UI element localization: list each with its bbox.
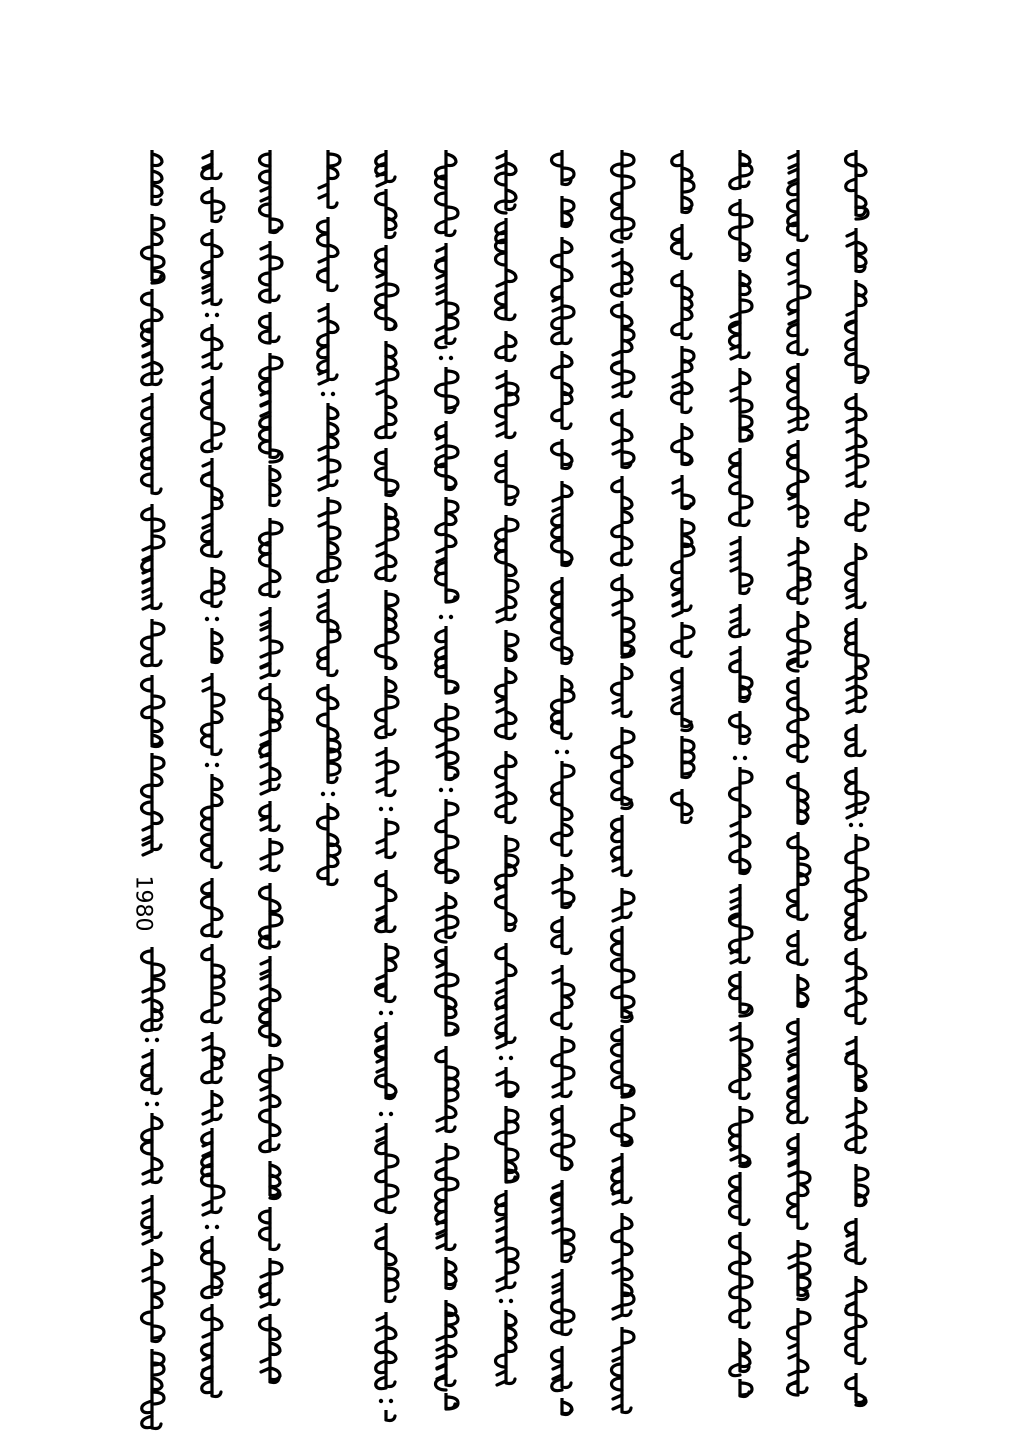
- word-stem: [384, 448, 387, 495]
- script-glyphs: [130, 150, 174, 1432]
- punctuation-mark: [145, 1102, 149, 1106]
- letter-stroke: [562, 1040, 574, 1052]
- word-stem: [854, 1276, 857, 1363]
- letter-stroke: [446, 916, 458, 928]
- text-column: [776, 150, 820, 1441]
- letter-stroke: [798, 1172, 810, 1184]
- text-column: [306, 150, 350, 1441]
- letter-stroke: [740, 416, 752, 428]
- letter-stroke: [682, 180, 694, 192]
- script-glyphs: [484, 150, 528, 1400]
- text-column: [248, 150, 292, 1441]
- letter-stroke: [798, 286, 810, 298]
- text-column: [600, 150, 644, 1441]
- letter-stroke: [270, 641, 282, 653]
- punctuation-mark: [743, 756, 747, 760]
- text-column: [660, 150, 704, 1441]
- letter-stroke: [622, 618, 634, 630]
- punctuation-mark: [215, 617, 219, 621]
- letter-stroke: [212, 694, 224, 706]
- letter-stroke: [152, 979, 164, 991]
- word-stem: [150, 619, 153, 665]
- punctuation-mark: [733, 756, 737, 760]
- punctuation-mark: [439, 615, 443, 619]
- word-stem: [326, 303, 329, 379]
- letter-stroke: [562, 200, 574, 212]
- letter-stroke: [328, 460, 340, 472]
- punctuation-mark: [859, 823, 863, 827]
- letter-stroke: [798, 1312, 810, 1324]
- letter-stroke: [386, 1155, 398, 1167]
- word-stem: [444, 367, 447, 412]
- word-stem: [504, 751, 507, 822]
- letter-stroke: [562, 1243, 574, 1255]
- word-stem: [444, 1393, 447, 1408]
- letter-stroke: [152, 1282, 164, 1294]
- word-stem: [620, 1153, 623, 1202]
- letter-stroke: [622, 731, 634, 743]
- punctuation-mark: [449, 615, 453, 619]
- letter-stroke: [682, 522, 694, 534]
- letter-stroke: [212, 993, 224, 1005]
- punctuation-mark: [439, 788, 443, 792]
- punctuation-mark: [379, 1112, 383, 1116]
- letter-stroke: [152, 623, 164, 635]
- letter-stroke: [740, 300, 752, 312]
- punctuation-mark: [205, 313, 209, 317]
- letter-stroke: [506, 634, 518, 646]
- letter-stroke: [446, 1147, 458, 1159]
- letter-stroke: [212, 201, 224, 213]
- letter-stroke: [622, 1331, 634, 1343]
- word-stem: [150, 1049, 153, 1093]
- word-stem: [738, 199, 741, 260]
- punctuation-mark: [205, 1225, 209, 1229]
- letter-stroke: [562, 306, 574, 318]
- letter-stroke: [798, 1244, 810, 1256]
- letter-stroke: [562, 168, 574, 180]
- letter-stroke: [856, 503, 868, 515]
- letter-stroke: [856, 868, 868, 880]
- letter-stroke: [446, 396, 458, 408]
- word-stem: [738, 1022, 741, 1098]
- year-text: 1980: [130, 875, 156, 931]
- punctuation-mark: [215, 313, 219, 317]
- word-stem: [384, 943, 387, 1001]
- word-stem: [560, 675, 563, 738]
- letter-stroke: [152, 696, 164, 708]
- word-stem: [680, 270, 683, 338]
- punctuation-mark: [205, 617, 209, 621]
- letter-stroke: [328, 154, 340, 166]
- letter-stroke: [856, 838, 868, 850]
- script-glyphs: [660, 150, 704, 826]
- letter-stroke: [152, 519, 164, 531]
- word-stem: [854, 150, 857, 215]
- text-column: [130, 150, 174, 1441]
- letter-stroke: [506, 1261, 518, 1273]
- letter-stroke: [386, 368, 398, 380]
- word-stem: [326, 217, 329, 290]
- word-stem: [504, 667, 507, 738]
- letter-stroke: [270, 914, 282, 926]
- text-column: [484, 150, 528, 1441]
- letter-stroke: [740, 1110, 752, 1122]
- letter-stroke: [212, 1186, 224, 1198]
- letter-stroke: [622, 371, 634, 383]
- letter-stroke: [270, 842, 282, 854]
- script-glyphs: [306, 150, 350, 890]
- word-stem: [210, 567, 213, 606]
- word-stem: [210, 673, 213, 754]
- script-glyphs: [834, 150, 878, 1410]
- punctuation-mark: [331, 392, 335, 396]
- script-glyphs: [190, 150, 234, 1400]
- letter-stroke: [798, 1263, 810, 1275]
- punctuation-mark: [205, 763, 209, 767]
- punctuation-mark: [849, 823, 853, 827]
- letter-stroke: [562, 984, 574, 996]
- punctuation-mark: [155, 1102, 159, 1106]
- word-stem: [504, 450, 507, 504]
- letter-stroke: [446, 974, 458, 986]
- word-stem: [680, 346, 683, 412]
- letter-stroke: [740, 927, 752, 939]
- letter-stroke: [212, 1262, 224, 1274]
- letter-stroke: [446, 317, 458, 329]
- letter-stroke: [506, 1248, 518, 1260]
- punctuation-mark: [379, 1399, 383, 1403]
- word-stem: [796, 537, 799, 603]
- letter-stroke: [740, 496, 752, 508]
- letter-stroke: [506, 519, 518, 531]
- letter-stroke: [386, 947, 398, 959]
- letter-stroke: [562, 765, 574, 777]
- punctuation-mark: [389, 1011, 393, 1015]
- letter-stroke: [152, 256, 164, 268]
- letter-stroke: [622, 892, 634, 904]
- word-stem: [444, 946, 447, 1034]
- letter-stroke: [446, 836, 458, 848]
- letter-stroke: [506, 580, 518, 592]
- punctuation-mark: [379, 1011, 383, 1015]
- letter-stroke: [562, 1310, 574, 1322]
- word-stem: [150, 289, 153, 384]
- script-glyphs: [776, 150, 820, 1402]
- letter-stroke: [270, 1262, 282, 1274]
- punctuation-mark: [555, 750, 559, 754]
- script-glyphs: [248, 150, 292, 1386]
- letter-stroke: [622, 218, 634, 230]
- letter-stroke: [446, 767, 458, 779]
- word-stem: [210, 229, 213, 304]
- word-stem: [680, 736, 683, 777]
- letter-stroke: [856, 366, 868, 378]
- letter-stroke: [740, 574, 752, 586]
- letter-stroke: [622, 970, 634, 982]
- letter-stroke: [506, 1149, 518, 1161]
- word-stem: [680, 518, 683, 610]
- word-stem: [680, 423, 683, 463]
- word-stem: [620, 476, 623, 564]
- letter-stroke: [740, 400, 752, 412]
- letter-stroke: [740, 1004, 752, 1016]
- script-glyphs: [424, 150, 468, 1412]
- letter-stroke: [856, 1168, 868, 1180]
- letter-stroke: [446, 707, 458, 719]
- letter-stroke: [856, 655, 868, 667]
- letter-stroke: [856, 455, 868, 467]
- punctuation-mark: [509, 1056, 513, 1060]
- word-stem: [268, 1258, 271, 1304]
- word-stem: [738, 971, 741, 1012]
- letter-stroke: [446, 446, 458, 458]
- letter-stroke: [740, 1039, 752, 1051]
- word-stem: [738, 1172, 741, 1224]
- letter-stroke: [446, 870, 458, 882]
- punctuation-mark: [331, 792, 335, 796]
- word-stem: [210, 376, 213, 448]
- letter-stroke: [740, 1276, 752, 1288]
- letter-stroke: [446, 207, 458, 219]
- word-stem: [796, 772, 799, 823]
- text-column: [834, 150, 878, 1441]
- letter-stroke: [212, 423, 224, 435]
- punctuation-mark: [509, 1299, 513, 1303]
- letter-stroke: [328, 557, 340, 569]
- script-glyphs: [540, 150, 584, 1418]
- script-glyphs: [364, 150, 408, 1424]
- punctuation-mark: [155, 1038, 159, 1042]
- letter-stroke: [328, 763, 340, 775]
- letter-stroke: [622, 631, 634, 643]
- letter-stroke: [152, 757, 164, 769]
- script-glyphs: [600, 150, 644, 1416]
- letter-stroke: [446, 752, 458, 764]
- punctuation-mark: [449, 356, 453, 360]
- letter-stroke: [446, 371, 458, 383]
- word-stem: [560, 351, 563, 428]
- text-column: [718, 150, 762, 1441]
- punctuation-mark: [215, 1225, 219, 1229]
- text-column: [540, 150, 584, 1441]
- letter-stroke: [386, 594, 398, 606]
- letter-stroke: [152, 536, 164, 548]
- letter-stroke: [152, 964, 164, 976]
- punctuation-mark: [565, 750, 569, 754]
- text-column: [190, 150, 234, 1441]
- punctuation-mark: [499, 1299, 503, 1303]
- letter-stroke: [562, 1135, 574, 1147]
- letter-stroke: [386, 761, 398, 773]
- word-stem: [560, 864, 563, 907]
- letter-stroke: [328, 501, 340, 513]
- letter-stroke: [270, 1058, 282, 1070]
- letter-stroke: [386, 696, 398, 708]
- letter-stroke: [386, 822, 398, 834]
- punctuation-mark: [389, 807, 393, 811]
- punctuation-mark: [389, 1112, 393, 1116]
- letter-stroke: [506, 839, 518, 851]
- letter-stroke: [270, 257, 282, 269]
- letter-stroke: [622, 176, 634, 188]
- letter-stroke: [446, 501, 458, 513]
- punctuation-mark: [321, 392, 325, 396]
- punctuation-mark: [449, 788, 453, 792]
- word-stem: [620, 409, 623, 467]
- letter-stroke: [506, 486, 518, 498]
- punctuation-mark: [379, 807, 383, 811]
- punctuation-mark: [499, 1056, 503, 1060]
- letter-stroke: [740, 215, 752, 227]
- punctuation-mark: [439, 356, 443, 360]
- letter-stroke: [856, 792, 868, 804]
- word-stem: [384, 1223, 387, 1301]
- letter-stroke: [562, 1229, 574, 1241]
- letter-stroke: [152, 218, 164, 230]
- letter-stroke: [740, 771, 752, 783]
- letter-stroke: [152, 1392, 164, 1404]
- text-column: [364, 150, 408, 1441]
- letter-stroke: [562, 1067, 574, 1079]
- letter-stroke: [328, 527, 340, 539]
- punctuation-mark: [215, 763, 219, 767]
- word-stem: [268, 1314, 271, 1382]
- word-stem: [620, 1327, 623, 1412]
- word-stem: [738, 1232, 741, 1327]
- letter-stroke: [386, 631, 398, 643]
- letter-stroke: [798, 641, 810, 653]
- letter-stroke: [622, 1108, 634, 1120]
- letter-stroke: [622, 996, 634, 1008]
- word-stem: [384, 1312, 387, 1386]
- script-glyphs: [718, 150, 762, 1400]
- letter-stroke: [446, 728, 458, 740]
- word-stem: [560, 1105, 563, 1169]
- punctuation-mark: [321, 792, 325, 796]
- word-stem: [738, 646, 741, 701]
- letter-stroke: [386, 284, 398, 296]
- word-stem: [384, 245, 387, 329]
- letter-stroke: [446, 1178, 458, 1190]
- punctuation-mark: [145, 1038, 149, 1042]
- letter-stroke: [446, 803, 458, 815]
- letter-stroke: [446, 303, 458, 315]
- letter-stroke: [622, 154, 634, 166]
- letter-stroke: [270, 357, 282, 369]
- word-stem: [504, 835, 507, 930]
- letter-stroke: [386, 1185, 398, 1197]
- punctuation-mark: [389, 1399, 393, 1403]
- word-stem: [210, 324, 213, 368]
- letter-stroke: [270, 522, 282, 534]
- letter-stroke: [682, 626, 694, 638]
- text-column: [424, 150, 468, 1441]
